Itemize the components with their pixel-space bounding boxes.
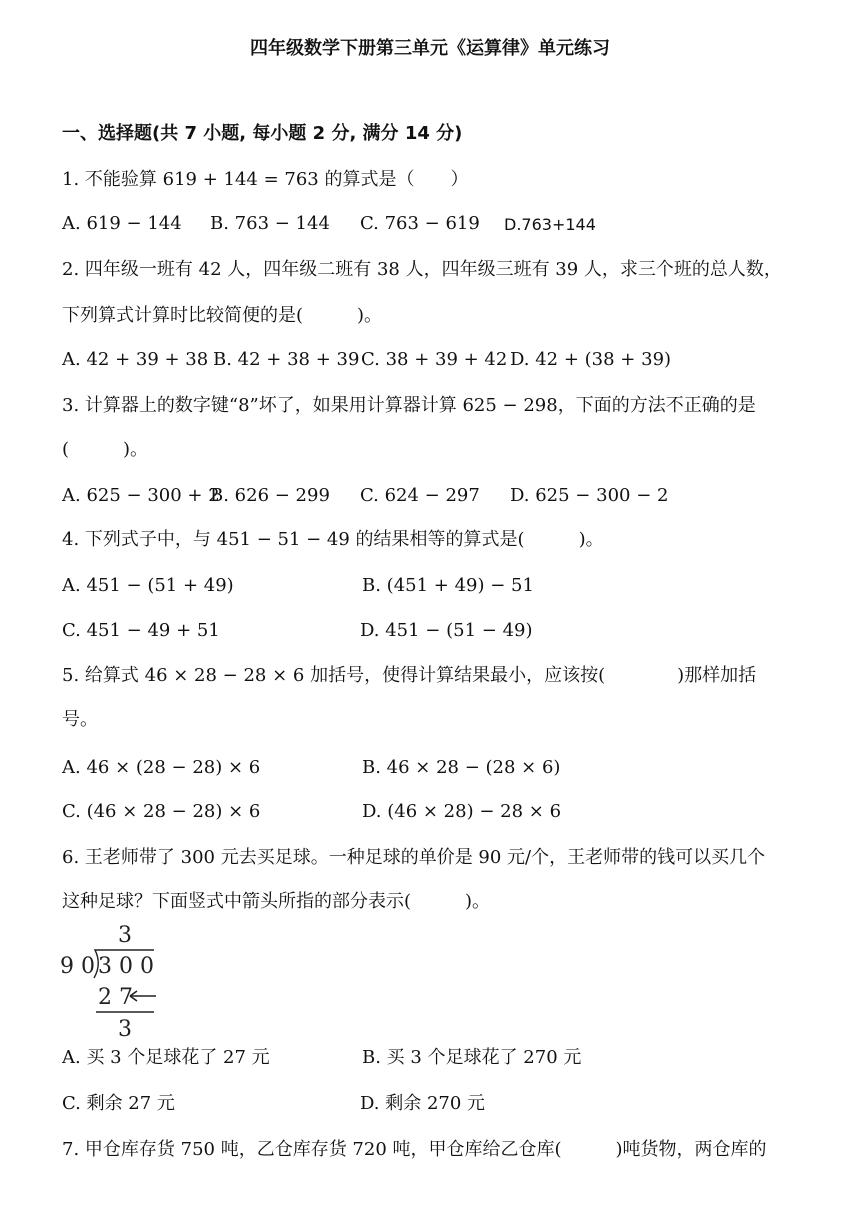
q6-option-c: C. 剩余 27 元 xyxy=(62,1093,175,1114)
q2-stem-line1: 2. 四年级一班有 42 人，四年级二班有 38 人，四年级三班有 39 人，求三个班的总人数， xyxy=(62,259,782,280)
q6-option-a: A. 买 3 个足球花了 27 元 xyxy=(62,1047,270,1068)
q1-option-b: B. 763 − 144 xyxy=(210,213,330,234)
q4-option-c: C. 451 − 49 + 51 xyxy=(62,620,220,641)
q2-option-c: C. 38 + 39 + 42 xyxy=(361,349,508,370)
division-product: 2 7 xyxy=(98,985,133,1010)
q1-option-a: A. 619 − 144 xyxy=(62,213,182,234)
q4-option-b: B. (451 + 49) − 51 xyxy=(362,575,534,596)
division-divisor: 9 0 xyxy=(60,954,95,979)
q4-option-a: A. 451 − (51 + 49) xyxy=(62,575,234,596)
division-remainder: 3 xyxy=(118,1017,132,1042)
q6-stem-line1: 6. 王老师带了 300 元去买足球。一种足球的单价是 90 元/个，王老师带的钱可以买几个 xyxy=(62,847,766,868)
q5-stem-line2: 号。 xyxy=(62,709,98,730)
q2-stem-line2: 下列算式计算时比较简便的是( )。 xyxy=(62,305,383,326)
q3-option-d: D. 625 − 300 − 2 xyxy=(510,485,669,506)
q5-option-c: C. (46 × 28 − 28) × 6 xyxy=(62,801,261,822)
q7-stem-line1: 7. 甲仓库存货 750 吨，乙仓库存货 720 吨，甲仓库给乙仓库( )吨货物，两仓库的 xyxy=(62,1139,767,1160)
q3-option-a: A. 625 − 300 + 2 xyxy=(62,485,220,506)
q2-option-d: D. 42 + (38 + 39) xyxy=(510,349,672,370)
q3-option-b: B. 626 − 299 xyxy=(210,485,330,506)
division-dividend: 3 0 0 xyxy=(98,954,154,979)
q5-stem-line1: 5. 给算式 46 × 28 − 28 × 6 加括号，使得计算结果最小，应该按( )那样加括 xyxy=(62,665,757,686)
q5-option-a: A. 46 × (28 − 28) × 6 xyxy=(62,757,261,778)
section-heading: 一、选择题(共 7 小题, 每小题 2 分, 满分 14 分) xyxy=(62,123,463,144)
q5-option-d: D. (46 × 28) − 28 × 6 xyxy=(362,801,562,822)
q2-option-a: A. 42 + 39 + 38 xyxy=(62,349,209,370)
long-division-figure xyxy=(58,920,168,1042)
q6-option-d: D. 剩余 270 元 xyxy=(360,1093,486,1114)
q6-option-b: B. 买 3 个足球花了 270 元 xyxy=(362,1047,582,1068)
page-title: 四年级数学下册第三单元《运算律》单元练习 xyxy=(250,38,610,59)
q3-stem-line2: ( )。 xyxy=(62,439,149,460)
q4-option-d: D. 451 − (51 − 49) xyxy=(360,620,533,641)
q1-option-d: D.763+144 xyxy=(504,215,596,234)
q3-option-c: C. 624 − 297 xyxy=(360,485,480,506)
arrow-icon xyxy=(130,991,156,1001)
q1-stem: 1. 不能验算 619 + 144 = 763 的算式是（ ） xyxy=(62,169,469,190)
q3-stem-line1: 3. 计算器上的数字键“8”坏了，如果用计算器计算 625 − 298，下面的方法不正确的是 xyxy=(62,395,756,416)
q5-option-b: B. 46 × 28 − (28 × 6) xyxy=(362,757,561,778)
q2-option-b: B. 42 + 38 + 39 xyxy=(213,349,360,370)
division-quotient: 3 xyxy=(118,923,132,948)
q4-stem: 4. 下列式子中，与 451 − 51 − 49 的结果相等的算式是( )。 xyxy=(62,529,604,550)
q6-stem-line2: 这种足球？下面竖式中箭头所指的部分表示( )。 xyxy=(62,891,491,912)
q1-option-c: C. 763 − 619 xyxy=(360,213,480,234)
